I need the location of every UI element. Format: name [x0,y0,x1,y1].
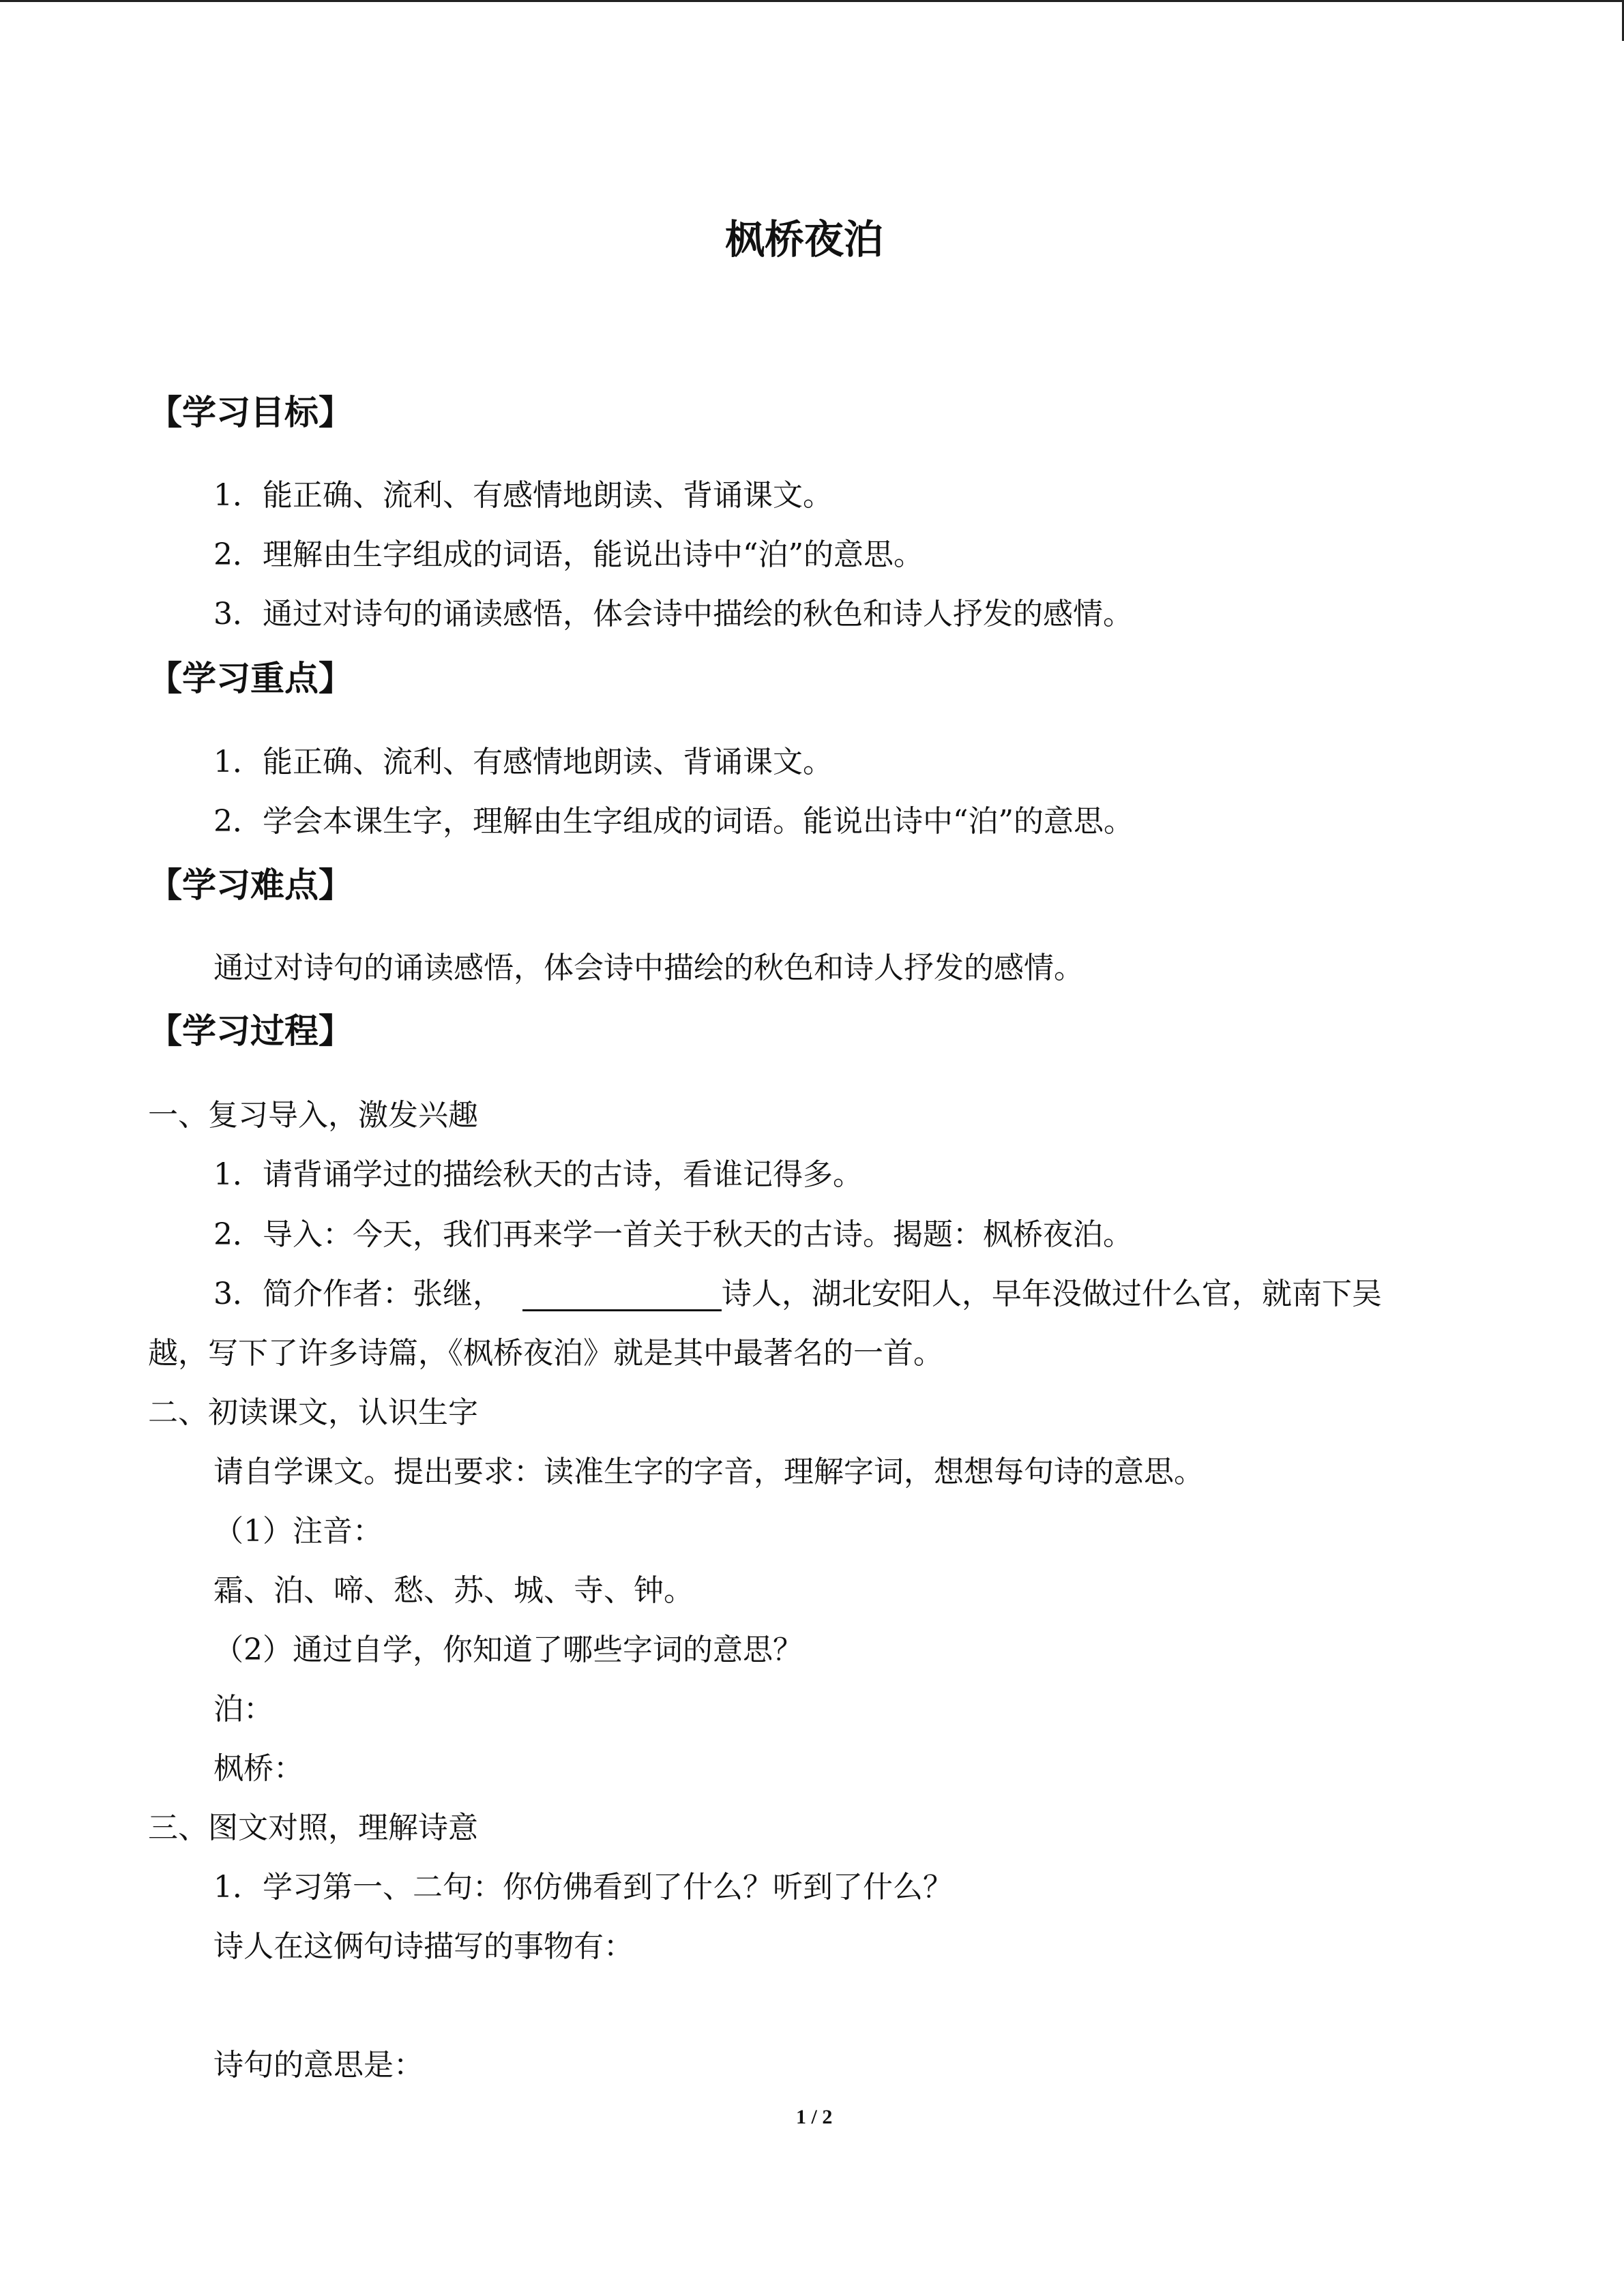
goal-item-2: 2．理解由生字组成的词语，能说出诗中“泊”的意思。 [213,537,924,572]
page-top-border [0,0,1624,2]
part2-title: 二、初读课文，认识生字 [148,1395,478,1430]
part3-item-1: 1．学习第一、二句：你仿佛看到了什么？听到了什么？ [213,1870,953,1905]
part2-word-1: 泊： [213,1692,274,1727]
goal-item-1: 1．能正确、流利、有感情地朗读、背诵课文。 [213,478,833,513]
difficulty-text: 通过对诗句的诵读感悟，体会诗中描绘的秋色和诗人抒发的感情。 [213,951,1084,985]
part1-item-2: 2．导入：今天，我们再来学一首关于秋天的古诗。揭题：枫桥夜泊。 [213,1217,1133,1252]
goal-item-3: 3．通过对诗句的诵读感悟，体会诗中描绘的秋色和诗人抒发的感情。 [213,597,1133,631]
part1-item-3-cont: 越，写下了许多诗篇，《枫桥夜泊》就是其中最著名的一首。 [148,1336,943,1371]
heading-difficulty: 【学习难点】 [148,865,353,905]
fill-in-blank[interactable] [522,1309,722,1311]
part1-item-3-end: 诗人，湖北安阳人，早年没做过什么官，就南下吴 [722,1277,1382,1311]
focus-item-1: 1．能正确、流利、有感情地朗读、背诵课文。 [213,745,833,779]
part1-title: 一、复习导入，激发兴趣 [148,1098,478,1133]
page-title: 枫桥夜泊 [725,216,884,263]
page-number: 1 / 2 [796,2106,833,2128]
part3-title: 三、图文对照，理解诗意 [148,1810,478,1845]
part3-item-3: 诗句的意思是： [213,2048,424,2083]
part3-item-2: 诗人在这俩句诗描写的事物有： [213,1929,634,1964]
part2-question-1: （1）注音： [213,1514,383,1549]
part2-chars: 霜、泊、啼、愁、苏、城、寺、钟。 [213,1573,694,1608]
heading-process: 【学习过程】 [148,1011,353,1051]
focus-item-2: 2．学会本课生字，理解由生字组成的词语。能说出诗中“泊”的意思。 [213,804,1134,839]
heading-goals: 【学习目标】 [148,393,353,432]
part2-question-2: （2）通过自学，你知道了哪些字词的意思？ [213,1632,803,1667]
heading-focus: 【学习重点】 [148,659,353,698]
part2-intro: 请自学课文。提出要求：读准生字的字音，理解字词，想想每句诗的意思。 [213,1455,1204,1489]
part1-item-1: 1．请背诵学过的描绘秋天的古诗，看谁记得多。 [213,1157,863,1192]
part2-word-2: 枫桥： [213,1751,304,1786]
part1-item-3-start: 3．简介作者：张继， [213,1277,503,1311]
